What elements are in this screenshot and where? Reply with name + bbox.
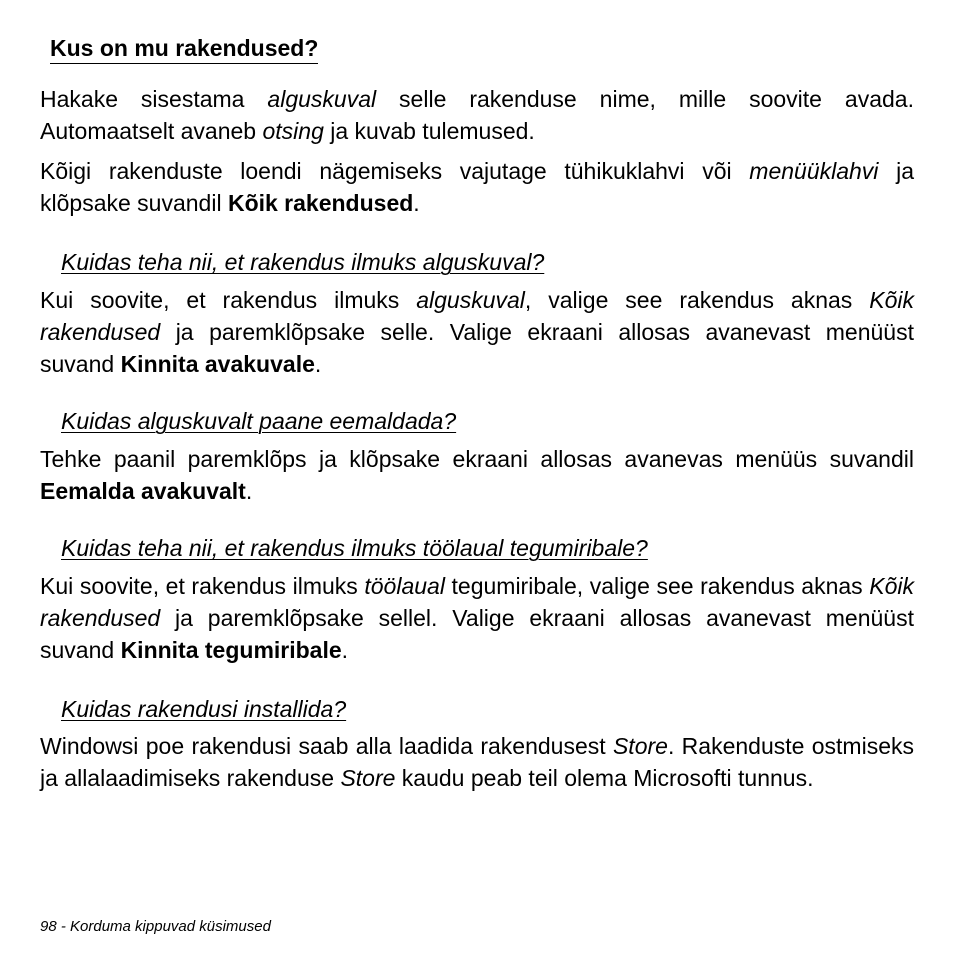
strong-text: Eemalda avakuvalt xyxy=(40,478,246,504)
emphasis-text: menüüklahvi xyxy=(749,158,879,184)
intro-paragraph xyxy=(40,83,914,147)
text-run: , valige see rakendus aknas xyxy=(524,287,870,313)
emphasis-text: alguskuval xyxy=(416,287,525,313)
remove-tiles-paragraph xyxy=(40,443,914,507)
emphasis-text: Kõik rakendused xyxy=(40,573,914,631)
emphasis-text: Store xyxy=(612,733,668,759)
strong-text: Kõik rakendused xyxy=(227,190,414,216)
page-title: Kus on mu rakendused? xyxy=(50,34,318,64)
pin-taskbar-paragraph xyxy=(40,570,914,666)
subheading-install-apps: Kuidas rakendusi installida? xyxy=(61,696,347,722)
emphasis-text: töölaual xyxy=(364,573,445,599)
subheading-remove-tiles: Kuidas alguskuvalt paane eemaldada? xyxy=(61,408,457,434)
page-footer: 98 - Korduma kippuvad küsimused xyxy=(40,918,271,935)
text-run: Tehke paanil paremklõps ja klõpsake ekraani allosas avanevas menüüs suvandil xyxy=(40,446,914,472)
text-run: . xyxy=(413,190,420,216)
text-run: . xyxy=(245,478,253,504)
strong-text: Kinnita avakuvale xyxy=(120,351,315,377)
subheading-pin-taskbar: Kuidas teha nii, et rakendus ilmuks töölaual tegumiribale? xyxy=(61,535,648,561)
all-apps-paragraph xyxy=(40,155,914,219)
install-apps-paragraph xyxy=(40,730,914,794)
text-run: ja paremklõpsake selle. Valige ekraani allosas avanevast menüüst suvand xyxy=(40,319,914,377)
text-run: Kõigi rakenduste loendi nägemiseks vajutage tühikuklahvi või xyxy=(40,158,750,184)
text-run: ja paremklõpsake sellel. Valige ekraani allosas avanevast menüüst suvand xyxy=(40,605,914,663)
text-run: ja klõpsake suvandil xyxy=(40,158,914,216)
emphasis-text: Kõik rakendused xyxy=(40,287,914,345)
text-run: tegumiribale, valige see rakendus aknas xyxy=(444,573,870,599)
text-run: kaudu peab teil olema Microsofti tunnus. xyxy=(395,765,814,791)
text-run: Kui soovite, et rakendus ilmuks xyxy=(40,287,417,313)
text-run: . xyxy=(314,351,322,377)
strong-text: Kinnita tegumiribale xyxy=(120,637,342,663)
text-run: Kui soovite, et rakendus ilmuks xyxy=(40,573,365,599)
pin-start-paragraph xyxy=(40,284,914,380)
text-run: . xyxy=(341,637,349,663)
text-run: Hakake sisestama xyxy=(40,86,268,112)
emphasis-text: alguskuval xyxy=(267,86,377,112)
text-run: . Rakenduste ostmiseks ja allalaadimiseks rakenduse xyxy=(40,733,914,791)
text-run: Windowsi poe rakendusi saab alla laadida rakendusest xyxy=(40,733,613,759)
emphasis-text: otsing xyxy=(262,118,324,144)
text-run: ja kuvab tulemused. xyxy=(323,118,535,144)
emphasis-text: Store xyxy=(340,765,396,791)
subheading-pin-start: Kuidas teha nii, et rakendus ilmuks alguskuval? xyxy=(61,249,545,275)
text-run: selle rakenduse nime, mille soovite avada. Automaatselt avaneb xyxy=(40,86,914,144)
